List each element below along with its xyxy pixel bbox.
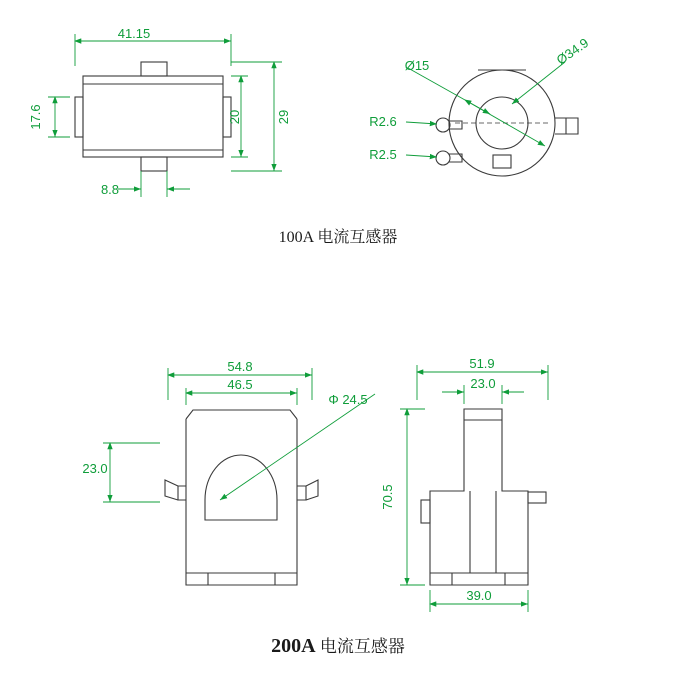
dim-39-0: 39.0 xyxy=(466,588,492,603)
dim-41-15: 41.15 xyxy=(117,26,151,41)
ct200-side-view xyxy=(421,409,546,585)
dim-51-9: 51.9 xyxy=(469,356,495,371)
ct100-front-view xyxy=(75,62,231,171)
dim-dia-15: Ø15 xyxy=(404,58,430,73)
caption-200a xyxy=(0,632,676,658)
dim-8-8: 8.8 xyxy=(100,182,120,197)
caption-100a xyxy=(0,224,676,247)
dim-23-0-left: 23.0 xyxy=(82,461,108,476)
ct200-front-view xyxy=(165,410,318,585)
caption-200a-name: 电流互感器 xyxy=(319,637,405,656)
dim-17-6: 17.6 xyxy=(28,104,43,130)
dim-dia-24-5: Φ 24.5 xyxy=(328,392,368,407)
dim-20: 20 xyxy=(227,109,242,125)
dim-54-8: 54.8 xyxy=(227,359,253,374)
dim-46-5: 46.5 xyxy=(227,377,253,392)
caption-100a-name: 电流互感器 xyxy=(317,229,398,246)
caption-200a-amperage: 200A xyxy=(271,635,316,657)
caption-100a-amperage: 100A xyxy=(278,229,314,246)
dim-70-5: 70.5 xyxy=(380,484,395,510)
dim-29: 29 xyxy=(276,109,291,125)
dim-r2-5: R2.5 xyxy=(369,147,397,162)
dim-r2-6: R2.6 xyxy=(369,114,397,129)
ct100-side-view xyxy=(436,70,578,176)
dim-23-0-top: 23.0 xyxy=(470,376,496,391)
dim-dia-34-9: Ø34.9 xyxy=(553,35,592,68)
ct200-side-dimensions xyxy=(400,365,548,612)
